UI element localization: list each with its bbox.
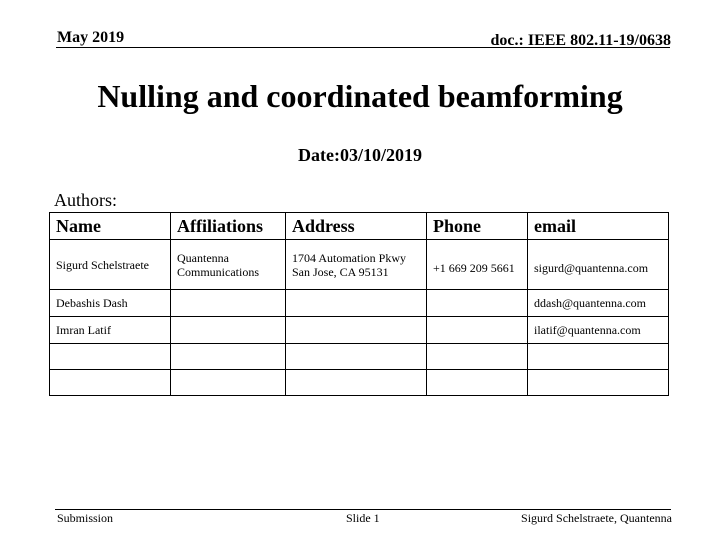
- cell-name: Sigurd Schelstraete: [50, 240, 171, 290]
- cell-affiliation: [171, 317, 286, 344]
- cell-phone: [427, 344, 528, 370]
- column-header-affiliations: Affiliations: [171, 213, 286, 240]
- header-divider: [56, 47, 670, 48]
- cell-affiliation: [171, 370, 286, 396]
- cell-affiliation: [171, 290, 286, 317]
- cell-affiliation: [171, 344, 286, 370]
- cell-email: ilatif@quantenna.com: [528, 317, 669, 344]
- table-row: [50, 317, 669, 344]
- table-row: [50, 290, 669, 317]
- cell-phone: +1 669 209 5661: [427, 240, 528, 290]
- cell-address: [286, 370, 427, 396]
- cell-phone: [427, 290, 528, 317]
- column-header-name: Name: [50, 213, 171, 240]
- cell-phone: [427, 370, 528, 396]
- cell-email: [528, 344, 669, 370]
- slide-title: Nulling and coordinated beamforming: [97, 78, 623, 114]
- cell-email: sigurd@quantenna.com: [528, 240, 669, 290]
- header-date: May 2019: [57, 29, 125, 46]
- cell-name: [50, 344, 171, 370]
- cell-address: [286, 290, 427, 317]
- column-header-address: Address: [286, 213, 427, 240]
- column-header-phone: Phone: [427, 213, 528, 240]
- table-row: [50, 344, 669, 370]
- address-line-1: 1704 Automation Pkwy: [292, 250, 407, 265]
- cell-phone: [427, 317, 528, 344]
- table-header-row: [50, 213, 669, 240]
- table-row: [50, 240, 669, 290]
- cell-name: [50, 370, 171, 396]
- footer-submission: Submission: [57, 511, 114, 525]
- header-doc-id: doc.: IEEE 802.11-19/0638: [490, 32, 671, 49]
- column-header-email: email: [528, 213, 669, 240]
- cell-address: [286, 317, 427, 344]
- cell-affiliation: Quantenna Communications: [171, 240, 286, 290]
- footer-divider: [55, 509, 671, 510]
- address-line-2: San Jose, CA 95131: [292, 264, 389, 279]
- cell-email: ddash@quantenna.com: [528, 290, 669, 317]
- cell-address: [286, 240, 427, 290]
- cell-name: Debashis Dash: [50, 290, 171, 317]
- cell-email: [528, 370, 669, 396]
- footer-author: Sigurd Schelstraete, Quantenna: [521, 511, 672, 525]
- authors-table: [49, 212, 669, 396]
- date-line: Date:03/10/2019: [298, 145, 422, 165]
- authors-label: Authors:: [54, 190, 117, 210]
- table-row: [50, 370, 669, 396]
- cell-name: Imran Latif: [50, 317, 171, 344]
- cell-address: [286, 344, 427, 370]
- footer-slide-number: Slide 1: [346, 511, 380, 525]
